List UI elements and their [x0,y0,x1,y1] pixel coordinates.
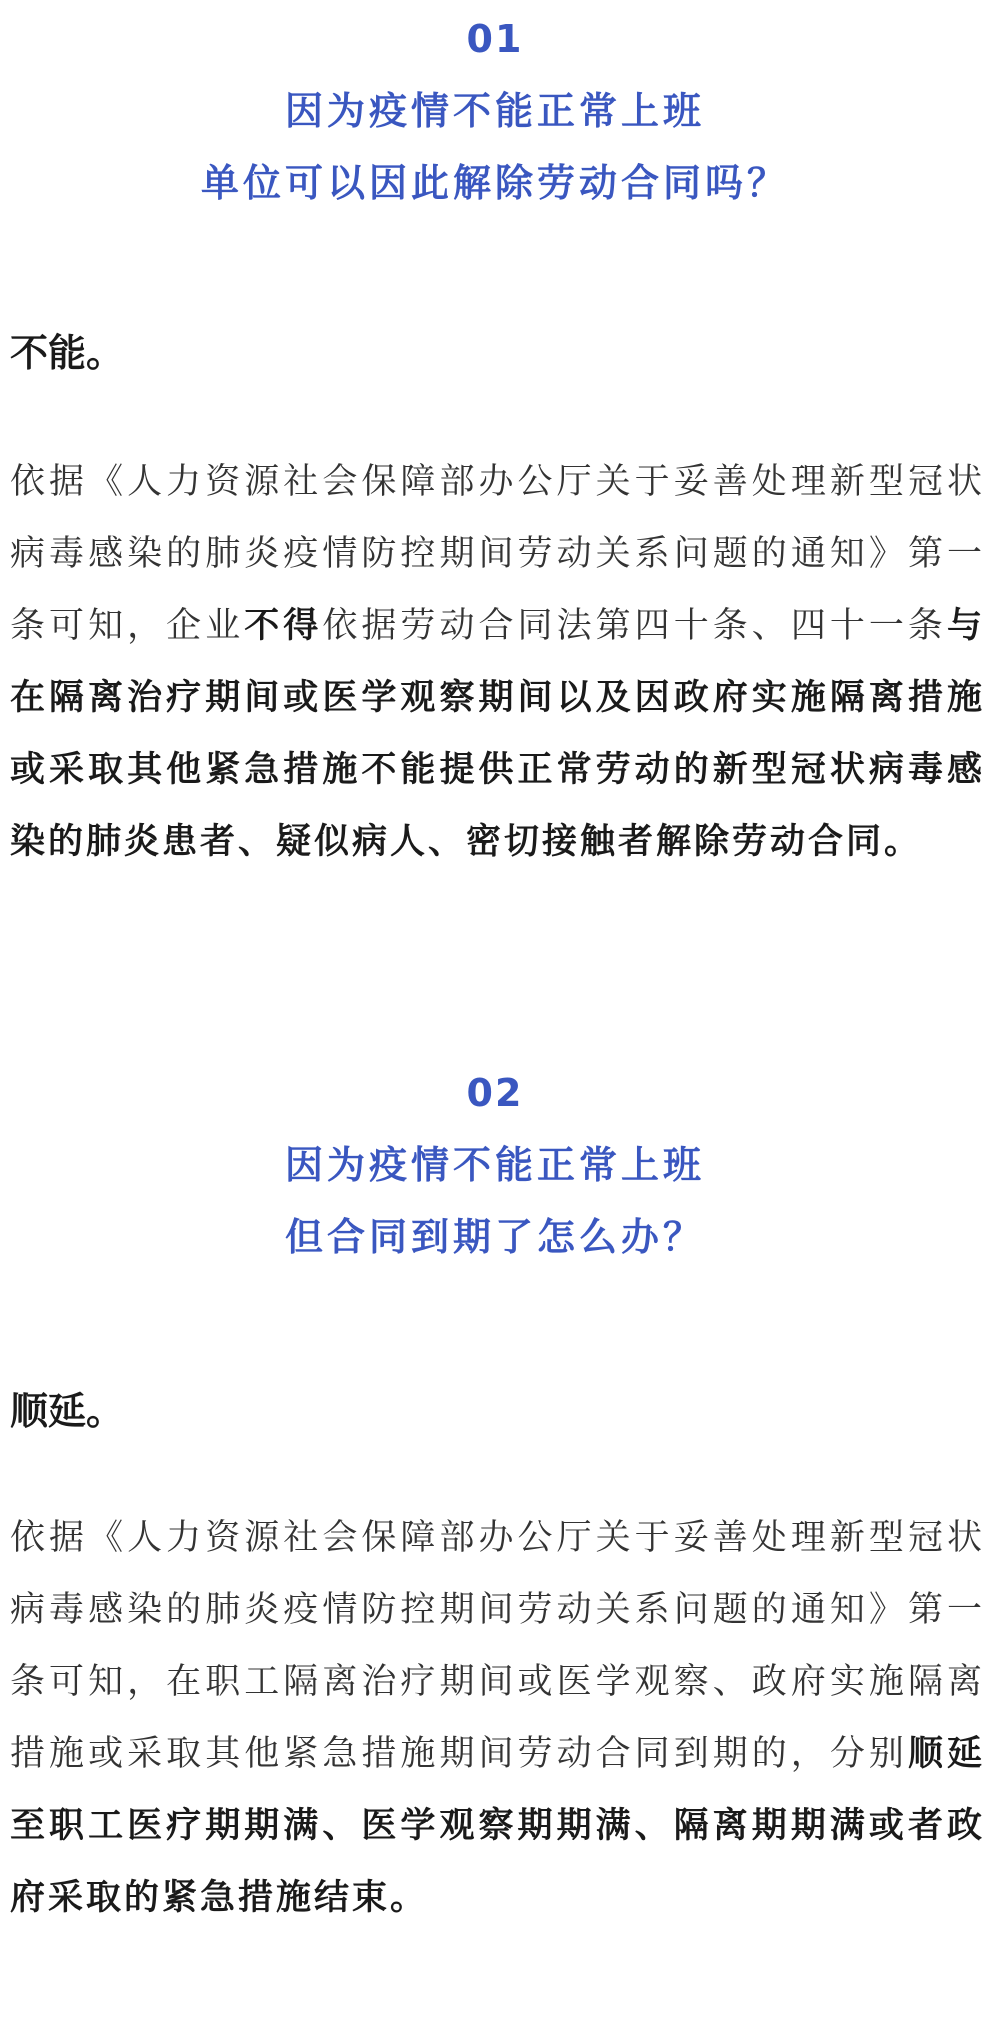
section-2-title-line-1: 因为疫情不能正常上班 [284,1143,705,1187]
section-1-number: 01 [466,17,524,61]
section-2-number: 02 [466,1071,524,1115]
section-1-title-line-1: 因为疫情不能正常上班 [284,89,705,133]
section-1-title-line-2: 单位可以因此解除劳动合同吗？ [200,161,789,205]
section-1-paragraph [10,446,985,878]
section-2-title-line-2: 但合同到期了怎么办？ [284,1215,705,1259]
section-1-para-text-2: 依据劳动合同法第四十条、四十一条 [322,606,947,646]
section-1-heading [0,17,990,205]
section-2-para-bold-1: 顺延至职工医疗期期满、医学观察期期满、隔离期期满或者政府采取的紧急措施结束。 [10,1734,985,1918]
section-1-para-bold-1: 不得 [244,606,323,646]
section-2-answer: 顺延。 [10,1389,125,1433]
section-1-answer: 不能。 [10,331,125,375]
section-2-paragraph [10,1502,985,1934]
section-2-para-text-1: 依据《人力资源社会保障部办公厅关于妥善处理新型冠状病毒感染的肺炎疫情防控期间劳动关系问题的通知》第一条可知，在职工隔离治疗期间或医学观察、政府实施隔离措施或采取其他紧急措施期间劳动合同到期的，分别 [10,1518,985,1774]
section-1-para-text-1: 依据《人力资源社会保障部办公厅关于妥善处理新型冠状病毒感染的肺炎疫情防控期间劳动关系问题的通知》第一条可知，企业 [10,462,985,646]
section-1-para-bold-2: 与在隔离治疗期间或医学观察期间以及因政府实施隔离措施或采取其他紧急措施不能提供正常劳动的新型冠状病毒感染的肺炎患者、疑似病人、密切接触者解除劳动合同。 [10,606,985,862]
section-2-heading [0,1071,990,1259]
